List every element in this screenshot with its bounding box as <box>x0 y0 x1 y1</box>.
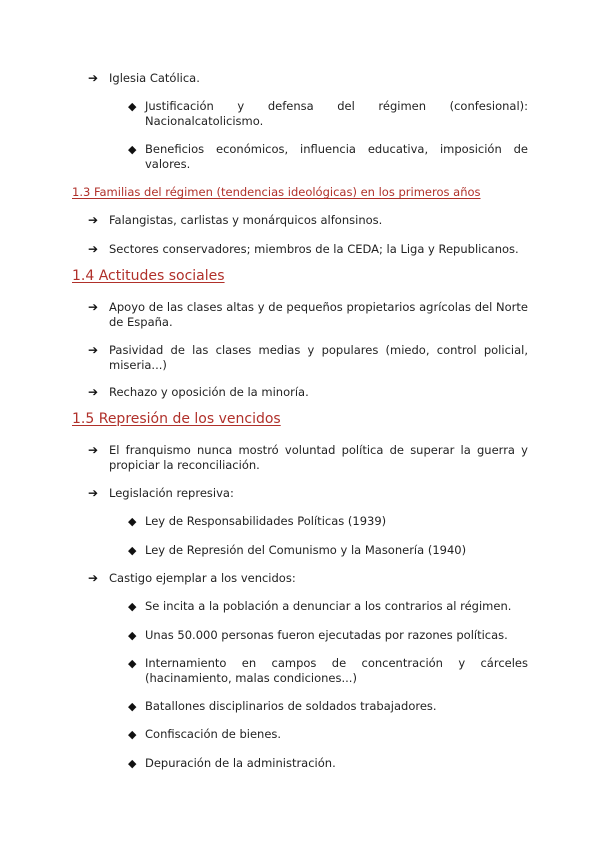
subbullet-justificacion <box>128 99 528 129</box>
subbullet-batallones <box>128 699 528 714</box>
diamond-icon: ◆ <box>128 143 137 156</box>
bullet-text: Legislación represiva: <box>109 486 234 500</box>
bullet-text: Unas 50.000 personas fueron ejecutadas por razones políticas. <box>145 628 508 642</box>
bullet-text: Ley de Represión del Comunismo y la Masonería (1940) <box>145 543 467 557</box>
section-heading-actitudes: 1.4 Actitudes sociales <box>72 268 225 284</box>
arrow-icon: ➔ <box>88 242 99 256</box>
arrow-icon: ➔ <box>88 300 99 314</box>
bullet-text: Castigo ejemplar a los vencidos: <box>109 571 296 585</box>
bullet-text: Iglesia Católica. <box>109 71 200 85</box>
bullet-text: Rechazo y oposición de la minoría. <box>109 385 309 399</box>
subbullet-depuracion <box>128 756 528 771</box>
bullet-text: Batallones disciplinarios de soldados trabajadores. <box>145 699 437 713</box>
bullet-text: Beneficios económicos, influencia educativa, imposición de valores. <box>145 142 528 171</box>
diamond-icon: ◆ <box>128 100 137 113</box>
bullet-text: Se incita a la población a denunciar a los contrarios al régimen. <box>145 599 512 613</box>
bullet-text: Pasividad de las clases medias y populares (miedo, control policial, miseria...) <box>109 343 528 372</box>
arrow-icon: ➔ <box>88 385 99 399</box>
subbullet-beneficios <box>128 142 528 172</box>
diamond-icon: ◆ <box>128 600 137 613</box>
subbullet-denunciar <box>128 599 528 614</box>
bullet-iglesia <box>88 71 528 86</box>
bullet-apoyo <box>88 300 528 330</box>
subbullet-confiscacion <box>128 727 528 742</box>
arrow-icon: ➔ <box>88 443 99 457</box>
bullet-text: Justificación y defensa del régimen (confesional): Nacionalcatolicismo. <box>145 99 528 128</box>
subbullet-internamiento <box>128 656 528 686</box>
arrow-icon: ➔ <box>88 71 99 85</box>
diamond-icon: ◆ <box>128 728 137 741</box>
subbullet-ejecutadas <box>128 628 528 643</box>
bullet-text: Depuración de la administración. <box>145 756 336 770</box>
diamond-icon: ◆ <box>128 544 137 557</box>
bullet-sectores <box>88 242 528 257</box>
bullet-text: Sectores conservadores; miembros de la CEDA; la Liga y Republicanos. <box>109 242 519 256</box>
arrow-icon: ➔ <box>88 486 99 500</box>
section-heading-represion: 1.5 Represión de los vencidos <box>72 411 281 427</box>
subbullet-ley-represion <box>128 543 528 558</box>
bullet-text: Falangistas, carlistas y monárquicos alfonsinos. <box>109 213 383 227</box>
bullet-text: Apoyo de las clases altas y de pequeños propietarios agrícolas del Norte de España. <box>109 300 528 329</box>
section-heading-familias: 1.3 Familias del régimen (tendencias ideológicas) en los primeros años <box>72 185 481 199</box>
diamond-icon: ◆ <box>128 757 137 770</box>
bullet-franquismo <box>88 443 528 473</box>
arrow-icon: ➔ <box>88 571 99 585</box>
bullet-text: Ley de Responsabilidades Políticas (1939) <box>145 514 387 528</box>
bullet-pasividad <box>88 343 528 373</box>
diamond-icon: ◆ <box>128 515 137 528</box>
arrow-icon: ➔ <box>88 213 99 227</box>
bullet-text: El franquismo nunca mostró voluntad política de superar la guerra y propiciar la reconciliación. <box>109 443 528 472</box>
bullet-text: Internamiento en campos de concentración y cárceles (hacinamiento, malas condiciones...) <box>145 656 528 685</box>
bullet-falangistas <box>88 213 528 228</box>
bullet-legislacion <box>88 486 528 501</box>
arrow-icon: ➔ <box>88 343 99 357</box>
diamond-icon: ◆ <box>128 700 137 713</box>
bullet-text: Confiscación de bienes. <box>145 727 282 741</box>
diamond-icon: ◆ <box>128 657 137 670</box>
diamond-icon: ◆ <box>128 629 137 642</box>
bullet-rechazo <box>88 385 528 400</box>
subbullet-ley-responsabilidades <box>128 514 528 529</box>
bullet-castigo <box>88 571 528 586</box>
